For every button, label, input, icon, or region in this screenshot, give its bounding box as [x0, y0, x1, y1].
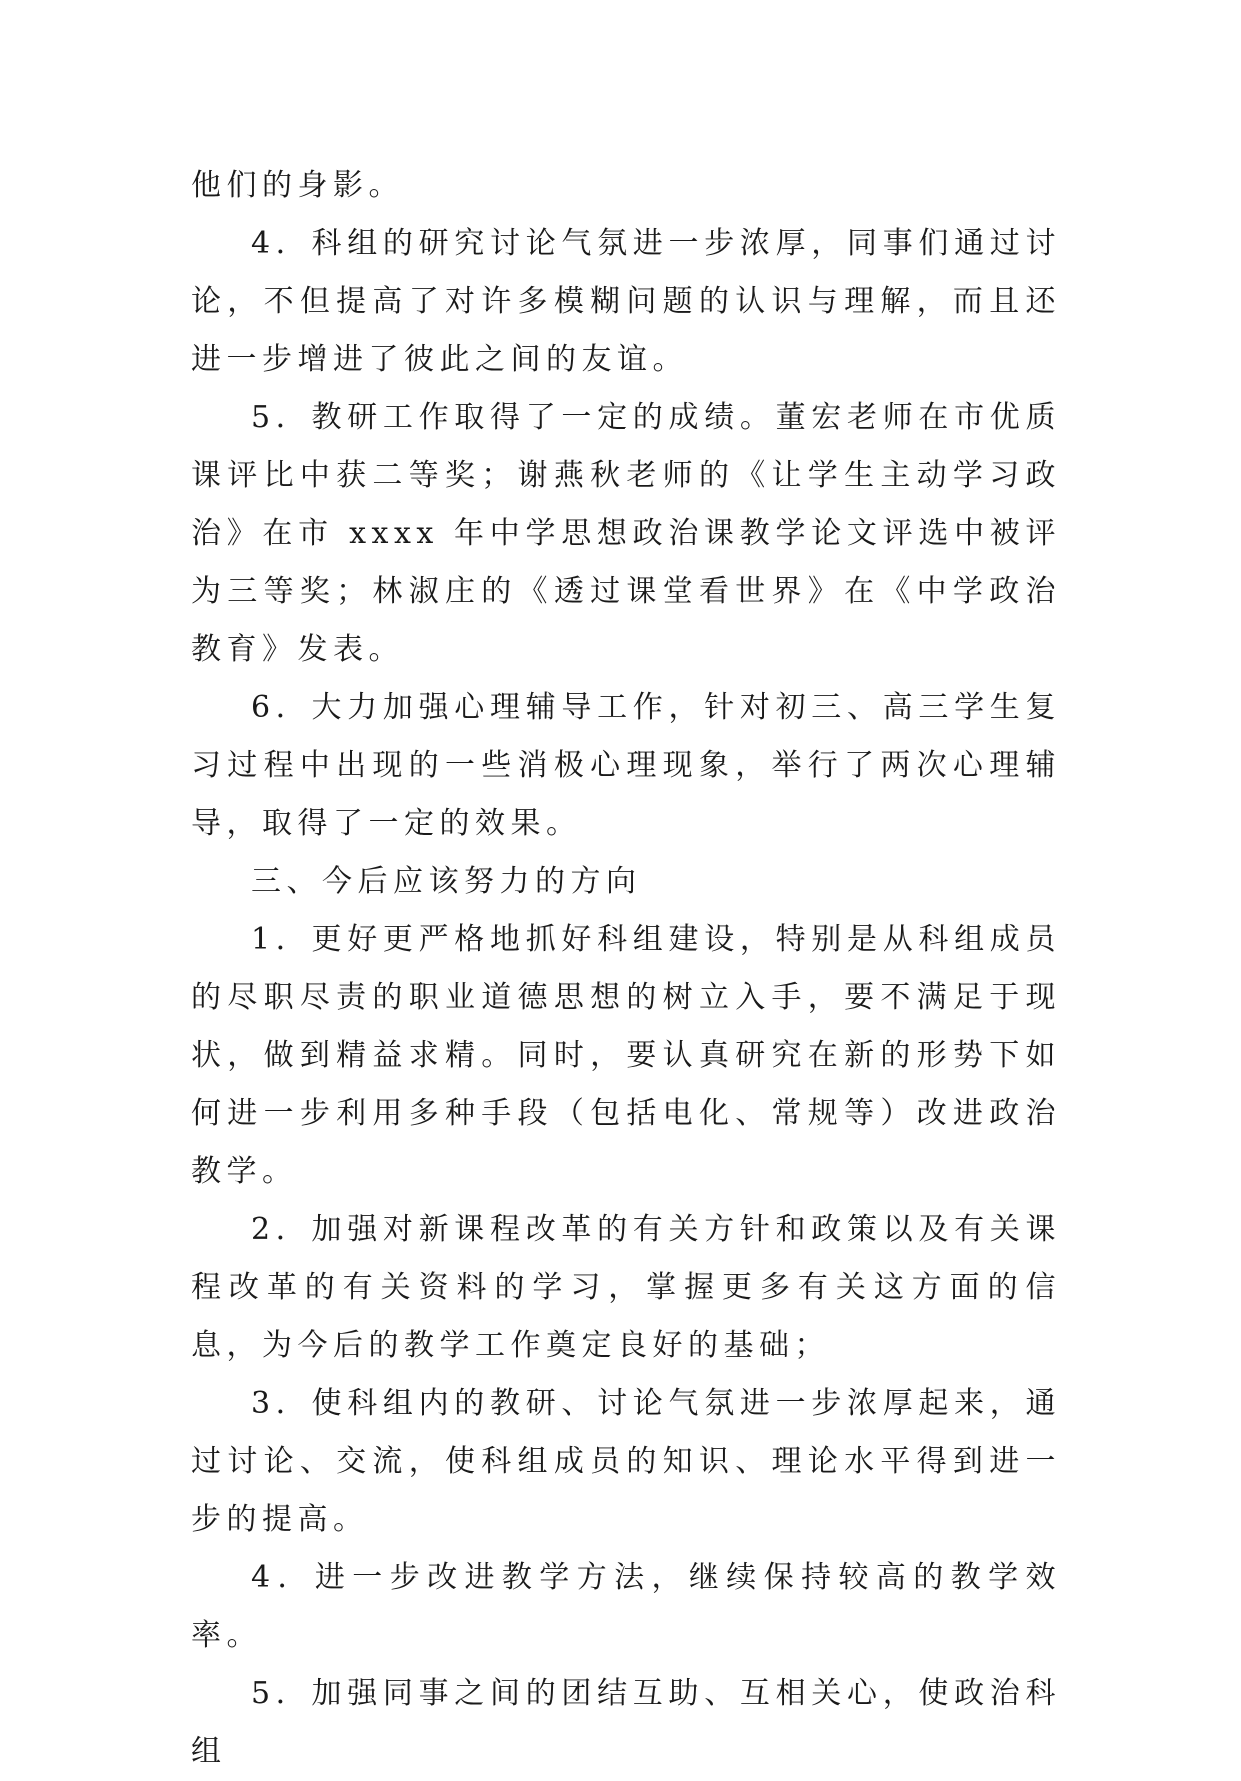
- paragraph-direction-1: 1．更好更严格地抓好科组建设，特别是从科组成员的尽职尽责的职业道德思想的树立入手，要不满足于现状，做到精益求精。同时，要认真研究在新的形势下如何进一步利用多种手段（包括电化、常规等）改进政治教学。: [191, 922, 1061, 1189]
- paragraph-item-5: 5．教研工作取得了一定的成绩。董宏老师在市优质课评比中获二等奖；谢燕秋老师的《让学生主动学习政治》在市 xxxx 年中学思想政治课教学论文评选中被评为三等奖；林淑庄的《透过课堂看世界》在《中学政治教育》发表。: [191, 400, 1061, 667]
- paragraph-direction-4: 4．进一步改进教学方法，继续保持较高的教学效率。: [191, 1560, 1061, 1653]
- section-heading: 三、今后应该努力的方向: [251, 864, 642, 899]
- paragraph-direction-5: 5．加强同事之间的团结互助、互相关心，使政治科组: [191, 1676, 1061, 1769]
- paragraph-item-4: 4．科组的研究讨论气氛进一步浓厚，同事们通过讨论，不但提高了对许多模糊问题的认识与理解，而且还进一步增进了彼此之间的友谊。: [191, 226, 1061, 377]
- paragraph-direction-3: 3．使科组内的教研、讨论气氛进一步浓厚起来，通过讨论、交流，使科组成员的知识、理论水平得到进一步的提高。: [191, 1386, 1061, 1537]
- document-body: [191, 157, 1061, 1781]
- paragraph-item-6: 6．大力加强心理辅导工作，针对初三、高三学生复习过程中出现的一些消极心理现象，举行了两次心理辅导，取得了一定的效果。: [191, 690, 1061, 841]
- paragraph-continuation: 他们的身影。: [191, 168, 404, 203]
- paragraph-direction-2: 2．加强对新课程改革的有关方针和政策以及有关课程改革的有关资料的学习，掌握更多有关这方面的信息，为今后的教学工作奠定良好的基础；: [191, 1212, 1061, 1363]
